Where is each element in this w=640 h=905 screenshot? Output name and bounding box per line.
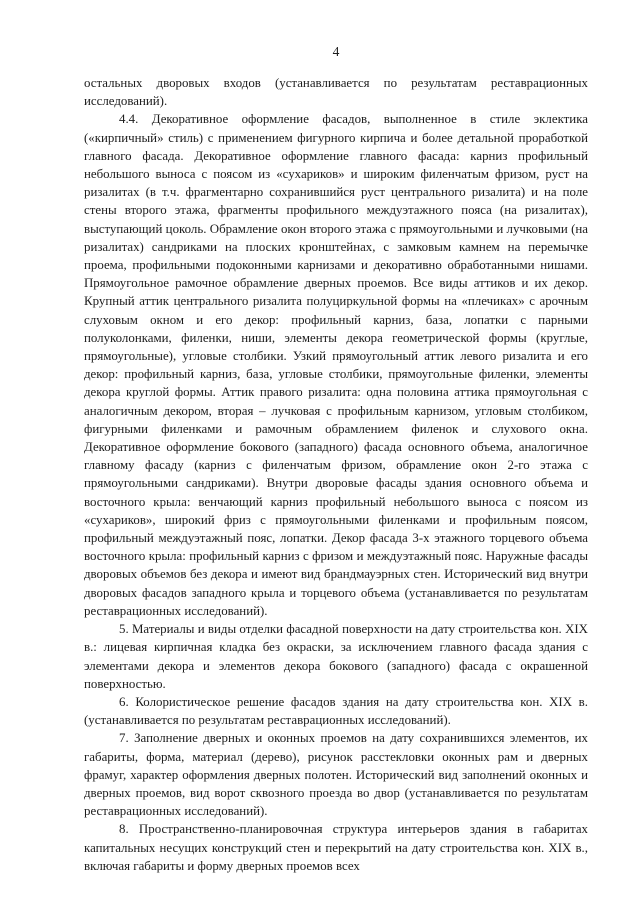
paragraph-7-doors-windows: 7. Заполнение дверных и оконных проемов на дату сохранившихся элементов, их габариты, форма, материал (дерево), рисунок расстекловки оконных рам и дверных фрамуг, характер оформления дверных полотен. Исторический вид заполнений оконных и дверных проемов, вид ворот сквозного проезда во двор (устанавливается по результатам реставрационных исследований). [84,731,588,819]
paragraph-4-4-decorative-facades: 4.4. Декоративное оформление фасадов, выполненное в стиле эклектика («кирпичный» стиль) с применением фигурного кирпича и более детальной проработкой главного фасада. Декоративное оформление главного фасада: карниз профильный небольшого выноса с поясом из «сухариков» и широким филенчатым фризом, руст на ризалитах (в т.ч. фрагментарно сохранившийся руст центрального ризалита) и на поле стены второго этажа, фрагменты профильного междуэтажного пояса (на ризалитах), выступающий цоколь. Обрамление окон второго этажа с прямоугольными и лучковыми (на ризалитах) сандриками на плоских кронштейнах, с замковым камнем на перемычке проема, профильными подоконными карнизами и декоративно обработанными нишами. Прямоугольное рамочное обрамление дверных проемов. Все виды аттиков и их декор. Крупный аттик центрального ризалита полуциркульной формы на «плечиках» с арочным слуховым окном и его декор: профильный карниз, база, лопатки с парными полуколонками, филенки, ниши, элементы декора геометрической формы (круглые, прямоугольные), угловые столбики. Узкий прямоугольный аттик левого ризалита и его декор: профильный карниз, база, угловые столбики, прямоугольные филенки, элементы декора круглой формы. Аттик правого ризалита: одна половина аттика прямоугольная с аналогичным декором, вторая – лучковая с профильным карнизом, угловым столбиком, фигурными филенками и рамочным обрамлением филенок и слухового окна. Декоративное оформление бокового (западного) фасада основного объема, аналогичное главному фасаду (карниз с филенчатым фризом, обрамление окон 2-го этажа с прямоугольными сандриками). Внутри дворовые фасады здания основного объема и восточного крыла: венчающий карниз профильный небольшого выноса с поясом из «сухариков», широкий фриз с прямоугольными филенками и профильным поясом, профильный междуэтажный пояс, лопатки. Декор фасада 3-х этажного торцевого объема восточного крыла: профильный карниз с фризом и междуэтажный пояс. Наружные фасады дворовых объемов без декора и имеют вид брандмауэрных стен. Исторический вид внутри дворовых фасадов западного крыла и торцевого объема (устанавливается по результатам реставрационных исследований). [84,112,588,618]
paragraph-5-materials-finishing: 5. Материалы и виды отделки фасадной поверхности на дату строительства кон. XIX в.: лицевая кирпичная кладка без окраски, за исключением главного фасада здания с элементами декора и элементов декора бокового (западного) фасада с окрашенной поверхностью. [84,622,588,691]
paragraph-6-color-scheme: 6. Колористическое решение фасадов здания на дату строительства кон. XIX в. (устанавливается по результатам реставрационных исследований). [84,694,588,728]
page-number: 4 [332,44,340,59]
paragraph-8-interior-structure: 8. Пространственно-планировочная структура интерьеров здания в габаритах капитальных несущих конструкций стен и перекрытий на дату строительства кон. XIX в., включая габариты и форму дверных проемов всех [84,822,588,873]
paragraph-continued: остальных дворовых входов (устанавливается по результатам реставрационных исследований). [84,76,588,109]
